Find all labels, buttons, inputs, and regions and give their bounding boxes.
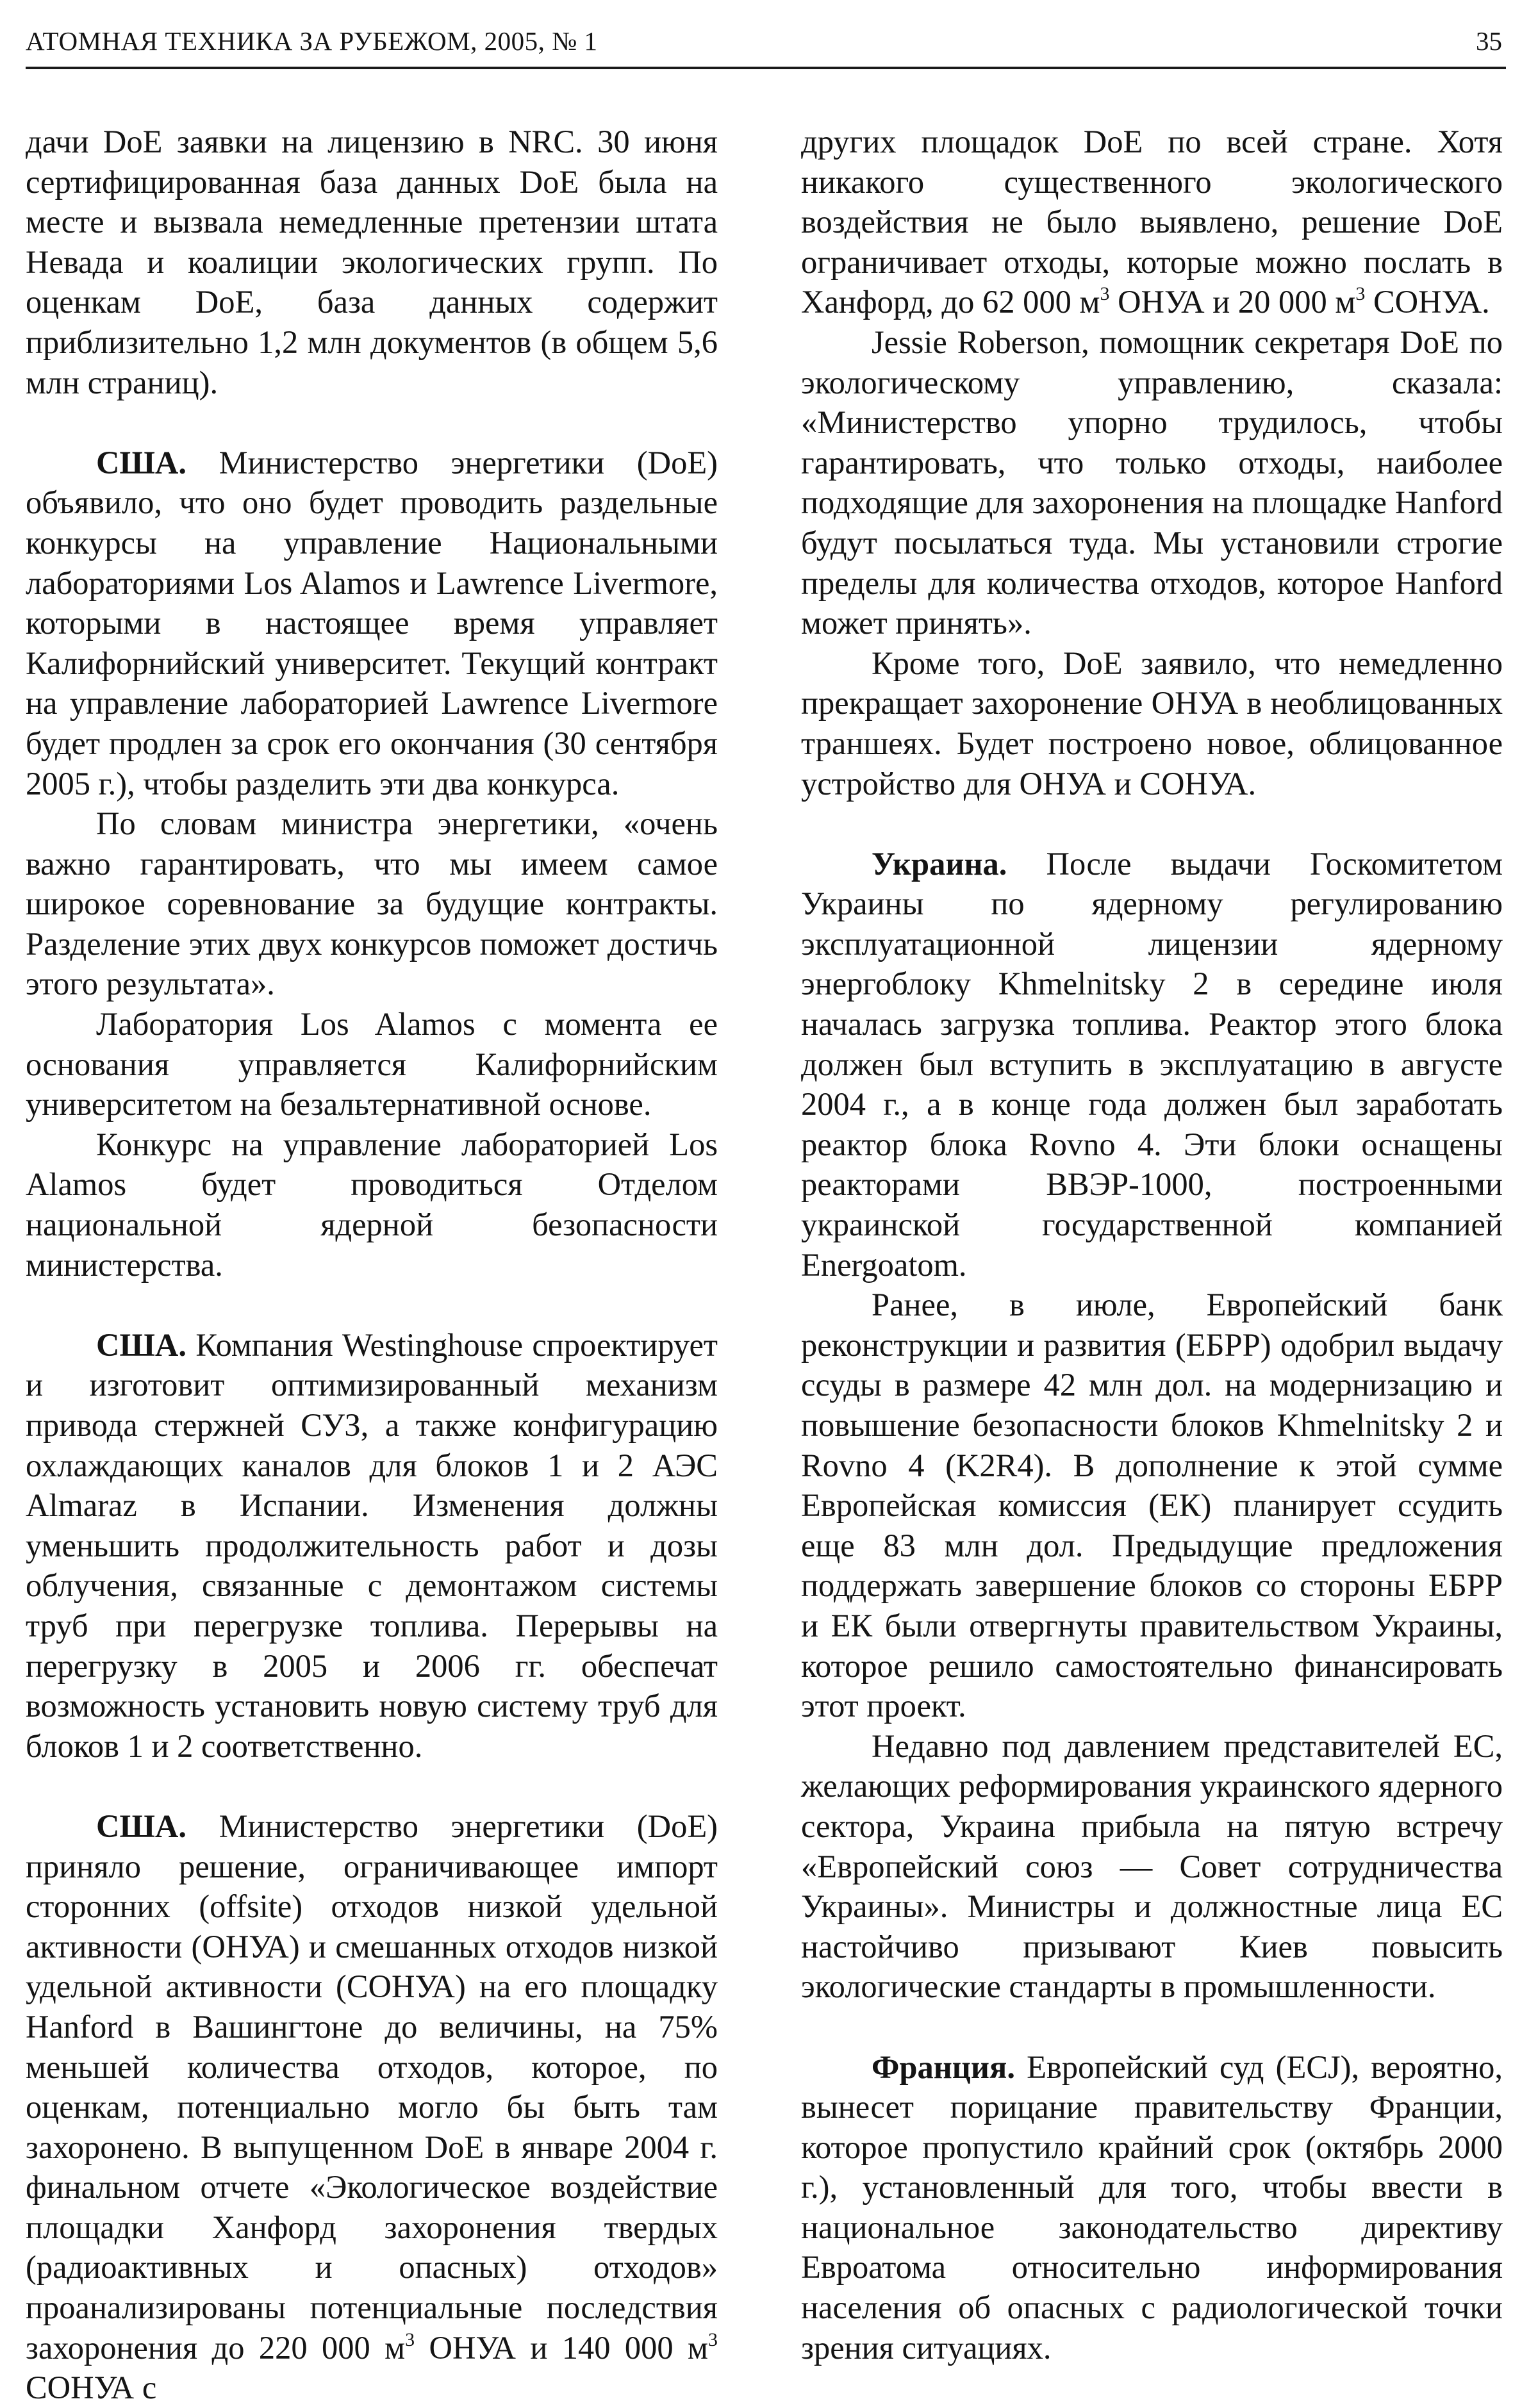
running-header xyxy=(26,22,1506,69)
country-tag: США. xyxy=(96,1326,187,1363)
paragraph-text: СОНУА с xyxy=(26,2370,157,2406)
paragraph-text: После выдачи Госкомитетом Украины по ядерному регулированию эксплуатационной лицензии ядерному энергоблоку Khmelnitsky 2 в середине июля началась загрузка топлива. Реактор этого блока должен был вступить в эксплуатацию в августе 2004 г., а в конце года должен был заработать реактор блока Rovno 4. Эти блоки оснащены реакторами ВВЭР-1000, построенными украинской государственной компанией Energoatom. xyxy=(801,845,1503,1283)
superscript: 3 xyxy=(1355,283,1366,305)
news-item-usa-hanford xyxy=(26,1806,718,2408)
country-tag: США. xyxy=(96,1808,187,1844)
news-item-france xyxy=(801,2047,1503,2368)
paragraph: Конкурс на управление лабораторией Los Alamos будет проводиться Отделом национальной ядерной безопасности министерства. xyxy=(26,1126,718,1283)
paragraph: Jessie Roberson, помощник секретаря DoE по экологическому управлению, сказала: «Министерство упорно трудилось, чтобы гарантировать, что только отходы, наиболее подходящие для захоронения на площадке Hanford будут посылаться туда. Мы установили строгие пределы для количества отходов, которое Hanford может принять». xyxy=(801,324,1503,641)
continued-paragraph: дачи DoE заявки на лицензию в NRC. 30 июня сертифицированная база данных DoE была на месте и вызвала немедленные претензии штата Невада и коалиции экологических групп. По оценкам DoE, база данных содержит приблизительно 1,2 млн документов (в общем 5,6 млн страниц). xyxy=(26,124,718,400)
paragraph: По словам министра энергетики, «очень важно гарантировать, что мы имеем самое широкое соревнование за будущие контракты. Разделение этих двух конкурсов поможет достичь этого результата». xyxy=(26,805,718,1002)
paragraph: Кроме того, DoE заявило, что немедленно прекращает захоронение ОНУА в необлицованных траншеях. Будет построено новое, облицованное устройство для ОНУА и СОНУА. xyxy=(801,645,1503,802)
country-tag: Франция. xyxy=(872,2049,1015,2085)
news-item-usa-labs xyxy=(26,443,718,804)
paragraph-text: ОНУА и 140 000 м xyxy=(415,2329,708,2366)
paragraph-text: СОНУА. xyxy=(1365,284,1490,320)
superscript: 3 xyxy=(708,2329,718,2350)
continued-paragraph xyxy=(801,122,1503,322)
page-number: 35 xyxy=(1476,26,1502,56)
paragraph-text: Министерство энергетики (DoE) приняло решение, ограничивающее импорт сторонних (offsite) отходов низкой удельной активности (ОНУА) и смешанных отходов низкой удельной активности (СОНУА) на его площадку Hanford в Вашингтоне до величины, на 75% меньшей количества отходов, которое, по оценкам, потенциально могло бы быть там захоронено. В выпущенном DoE в январе 2004 г. финальном отчете «Экологическое воздействие площадки Ханфорд захоронения твердых (радиоактивных и опасных) отходов» проанализированы потенциальные последствия захоронения до 220 000 м xyxy=(26,1808,718,2366)
country-tag: США. xyxy=(96,444,187,481)
left-column xyxy=(26,122,718,2408)
superscript: 3 xyxy=(405,2329,415,2350)
paragraph-text: ОНУА и 20 000 м xyxy=(1109,284,1356,320)
paragraph-text: Министерство энергетики (DoE) объявило, что оно будет проводить раздельные конкурсы на управление Национальными лабораториями Los Alamos и Lawrence Livermore, которыми в настоящее время управляет Калифорнийский университет. Текущий контракт на управление лабораторией Lawrence Livermore будет продлен за срок его окончания (30 сентября 2005 г.), чтобы разделить эти два конкурса. xyxy=(26,444,718,802)
paragraph-text: Европейский суд (ECJ), вероятно, вынесет порицание правительству Франции, которое пропустило крайний срок (октябрь 2000 г.), установленный для того, чтобы ввести в национальное законодательство директиву Евроатома относительно информирования населения об опасных с радиологической точки зрения ситуациях. xyxy=(801,2049,1503,2366)
journal-title: АТОМНАЯ ТЕХНИКА ЗА РУБЕЖОМ, 2005, № 1 xyxy=(26,26,598,56)
country-tag: Украина. xyxy=(872,845,1007,882)
paragraph: Ранее, в июле, Европейский банк реконструкции и развития (ЕБРР) одобрил выдачу ссуды в размере 42 млн дол. на модернизацию и повышение безопасности блоков Khmelnitsky 2 и Rovno 4 (K2R4). В дополнение к этой сумме Европейская комиссия (ЕК) планирует ссудить еще 83 млн дол. Предыдущие предложения поддержать завершение блоков со стороны ЕБРР и ЕК были отвергнуты правительством Украины, которое решило самостоятельно финансировать этот проект. xyxy=(801,1287,1503,1724)
news-item-ukraine xyxy=(801,844,1503,1285)
news-item-usa-westinghouse xyxy=(26,1325,718,1767)
paragraph: Недавно под давлением представителей ЕС, желающих реформирования украинского ядерного сектора, Украина прибыла на пятую встречу «Европейский союз — Совет сотрудничества Украины». Министры и должностные лица ЕС настойчиво призывают Киев повысить экологические стандарты в промышленности. xyxy=(801,1728,1503,2005)
paragraph-text: других площадок DoE по всей стране. Хотя никакого существенного экологического воздействия не было выявлено, решение DoE ограничивает отходы, которые можно послать в Ханфорд, до 62 000 м xyxy=(801,124,1503,320)
paragraph-text: Компания Westinghouse спроектирует и изготовит оптимизированный механизм привода стержней СУЗ, а также конфигурацию охлаждающих каналов для блоков 1 и 2 АЭС Almaraz в Испании. Изменения должны уменьшить продолжительность работ и дозы облучения, связанные с демонтажом системы труб при перегрузке топлива. Перерывы на перегрузку в 2005 и 2006 гг. обеспечат возможность установить новую систему труб для блоков 1 и 2 соответственно. xyxy=(26,1326,718,1764)
right-column xyxy=(801,122,1503,2368)
paragraph: Лаборатория Los Alamos с момента ее основания управляется Калифорнийским университетом на безальтернативной основе. xyxy=(26,1006,718,1123)
superscript: 3 xyxy=(1100,283,1110,305)
